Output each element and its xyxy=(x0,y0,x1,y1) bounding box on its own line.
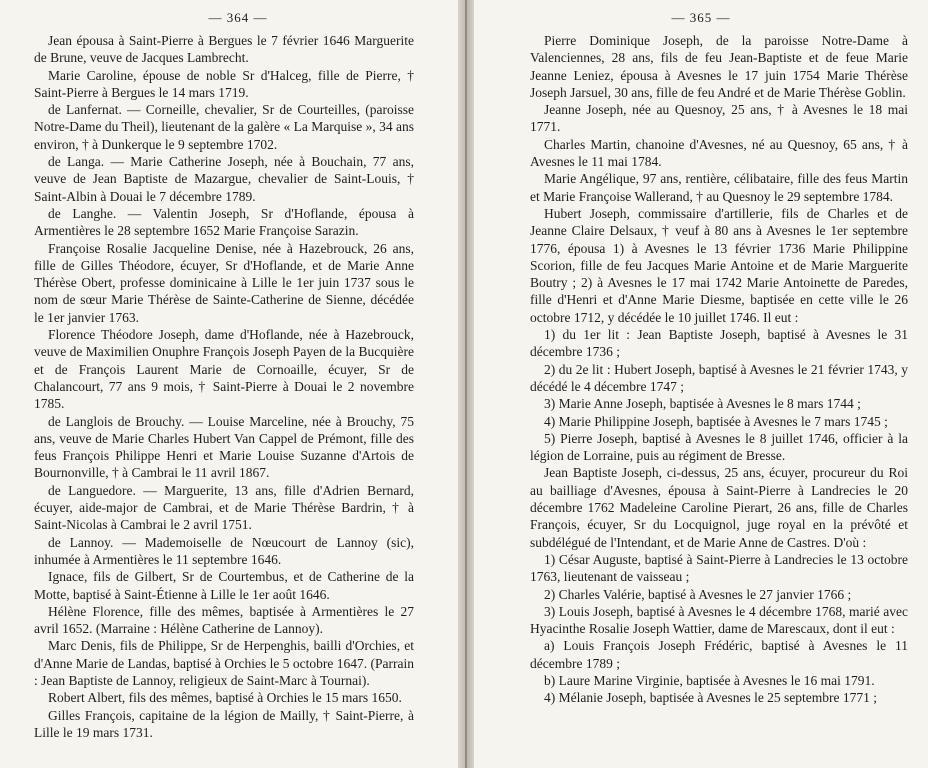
entry-paragraph: Marie Angélique, 97 ans, rentière, célibataire, fille des feus Martin et Marie Françoise Wallerand, † au Quesnoy le 29 septembre 1784. xyxy=(530,171,908,204)
entry-paragraph: Pierre Dominique Joseph, de la paroisse Notre-Dame à Valenciennes, 28 ans, fils de feu Jean-Baptiste et de feue Marie Jeanne Leniez, épousa à Avesnes le 17 juin 1754 Marie Thérèse Joseph Jarsuel, 30 ans, fille de feu André et de Marie Thérèse Goblin. xyxy=(530,33,908,100)
right-page-number: — 365 — xyxy=(671,10,731,25)
right-page xyxy=(474,0,928,768)
entry-paragraph: Marc Denis, fils de Philippe, Sr de Herpenghis, bailli d'Orchies, et d'Anne Marie de Landas, baptisé à Orchies le 5 octobre 1647. (Parrain : Jean Baptiste de Lannoy, religieux de Saint-Marc à Tournai). xyxy=(34,638,414,688)
entry-paragraph: Jean Baptiste Joseph, ci-dessus, 25 ans, écuyer, procureur du Roi au bailliage d'Avesnes, épousa à Saint-Pierre à Landrecies le 20 décembre 1762 Madeleine Caroline Pierart, 26 ans, fille de Charles François, écuyer, Sr du Locquignol, juge royal en la prévôté et subdélégué de l'Intendant, et de Marie Anne de Castres. D'où : xyxy=(530,465,908,550)
entry-paragraph: de Lannoy. — Mademoiselle de Nœucourt de Lannoy (sic), inhumée à Armentières le 11 septembre 1646. xyxy=(34,534,414,567)
left-page xyxy=(0,0,458,768)
entry-paragraph: Françoise Rosalie Jacqueline Denise, née à Hazebrouck, 26 ans, fille de Gilles Théodore, écuyer, Sr d'Hoflande, et de Marie Anne Thérèse Obert, professe dominicaine à Lille le 1er juin 1737 sous le nom de sœur Marie Thérèse de Sainte-Catherine de Sienne, décédée le 1er janvier 1763. xyxy=(34,240,414,325)
list-item: 5) Pierre Joseph, baptisé à Avesnes le 8 juillet 1746, officier à la légion de Lorraine, puis au régiment de Bresse. xyxy=(530,430,908,464)
entry-paragraph: Hélène Florence, fille des mêmes, baptisée à Armentières le 27 avril 1652. (Marraine : Hélène Catherine de Lannoy). xyxy=(34,603,414,637)
left-page-text xyxy=(0,32,458,741)
entry-paragraph: de Langlois de Brouchy. — Louise Marceline, née à Brouchy, 75 ans, veuve de Marie Charles Hubert Van Cappel de Prémont, fille des feus François Philippe Henri et Marie Louise Suzanne d'Artois de Bournonville, † à Cambrai le 11 avril 1867. xyxy=(34,413,414,481)
list-item: 1) César Auguste, baptisé à Saint-Pierre à Landrecies le 13 octobre 1763, lieutenant de vaisseau ; xyxy=(530,551,908,585)
entry-paragraph: Hubert Joseph, commissaire d'artillerie, fils de Charles et de Jeanne Claire Delsaux, † veuf à 80 ans à Avesnes le 1er septembre 1776, épousa 1) à Avesnes le 13 février 1736 Marie Philippine Scorion, fille de feu Jacques Marie Antoine et de Marie Marguerite Boutry ; 2) à Avesnes le 17 mai 1742 Marie Antoinette de Paredes, fille d'Henri et d'Anne Marie Diesme, baptisée en cette ville le 26 octobre 1712, y décédée le 10 juillet 1746. Il eut : xyxy=(530,205,908,325)
list-item: 4) Mélanie Joseph, baptisée à Avesnes le 25 septembre 1771 ; xyxy=(544,690,878,706)
list-item: 3) Marie Anne Joseph, baptisée à Avesnes le 8 mars 1744 ; xyxy=(544,396,861,412)
entry-paragraph: Gilles François, capitaine de la légion de Mailly, † Saint-Pierre, à Lille le 19 mars 1731. xyxy=(34,707,414,740)
entry-paragraph: Marie Caroline, épouse de noble Sr d'Halceg, fille de Pierre, † Saint-Pierre à Bergues le 14 mars 1719. xyxy=(34,67,414,100)
list-item: a) Louis François Joseph Frédéric, baptisé à Avesnes le 11 décembre 1789 ; xyxy=(530,638,908,671)
entry-paragraph: Jeanne Joseph, née au Quesnoy, 25 ans, † à Avesnes le 18 mai 1771. xyxy=(530,102,908,135)
entry-paragraph: Jean épousa à Saint-Pierre à Bergues le 7 février 1646 Marguerite de Brune, veuve de Jacques Lambrecht. xyxy=(34,33,414,66)
book-spine-line xyxy=(465,0,467,768)
entry-paragraph: de Languedore. — Marguerite, 13 ans, fille d'Adrien Bernard, écuyer, aide-major de Cambrai, et de Marie Thérèse Bardrin, † à Saint-Nicolas à Cambrai le 2 avril 1751. xyxy=(34,482,414,533)
entry-paragraph: de Lanfernat. — Corneille, chevalier, Sr de Courteilles, (paroisse Notre-Dame du Theil), lieutenant de la galère « La Marquise », 34 ans environ, † à Dunkerque le 9 septembre 1702. xyxy=(34,102,414,152)
entry-paragraph: de Langa. — Marie Catherine Joseph, née à Bouchain, 77 ans, veuve de Jean Baptiste de Mazargue, chevalier de Saint-Louis, † Saint-Albin à Douai le 7 décembre 1789. xyxy=(34,154,414,204)
list-item: 2) du 2e lit : Hubert Joseph, baptisé à Avesnes le 21 février 1743, y décédé le 4 décembre 1747 ; xyxy=(530,361,908,394)
right-page-text xyxy=(474,32,928,707)
list-item: b) Laure Marine Virginie, baptisée à Avesnes le 16 mai 1791. xyxy=(544,672,875,688)
entry-paragraph: Ignace, fils de Gilbert, Sr de Courtembus, et de Catherine de la Motte, baptisé à Saint-Étienne à Lille le 1er août 1646. xyxy=(34,569,414,602)
list-item: 2) Charles Valérie, baptisé à Avesnes le 27 janvier 1766 ; xyxy=(544,586,852,602)
left-page-number: — 364 — xyxy=(208,10,268,25)
entry-paragraph: Charles Martin, chanoine d'Avesnes, né au Quesnoy, 65 ans, † à Avesnes le 11 mai 1784. xyxy=(530,136,908,170)
list-item: 4) Marie Philippine Joseph, baptisée à Avesnes le 7 mars 1745 ; xyxy=(544,413,888,429)
entry-paragraph: Florence Théodore Joseph, dame d'Hoflande, née à Hazebrouck, veuve de Maximilien Onuphre François Joseph Payen de la Bucquière et de François Laurent Marie de Cornoaille, écuyer, Sr de Chalancourt, 77 ans 9 mois, † Saint-Pierre à Douai le 2 novembre 1785. xyxy=(34,327,414,412)
list-item: 1) du 1er lit : Jean Baptiste Joseph, baptisé à Avesnes le 31 décembre 1736 ; xyxy=(530,327,908,360)
list-item: 3) Louis Joseph, baptisé à Avesnes le 4 décembre 1768, marié avec Hyacinthe Rosalie Joseph Wattier, dame de Marescaux, dont il eut : xyxy=(530,603,908,637)
entry-paragraph: Robert Albert, fils des mêmes, baptisé à Orchies le 15 mars 1650. xyxy=(48,690,402,706)
entry-paragraph: de Langhe. — Valentin Joseph, Sr d'Hoflande, épousa à Armentières le 28 septembre 1652 Marie Françoise Sarazin. xyxy=(34,205,414,239)
